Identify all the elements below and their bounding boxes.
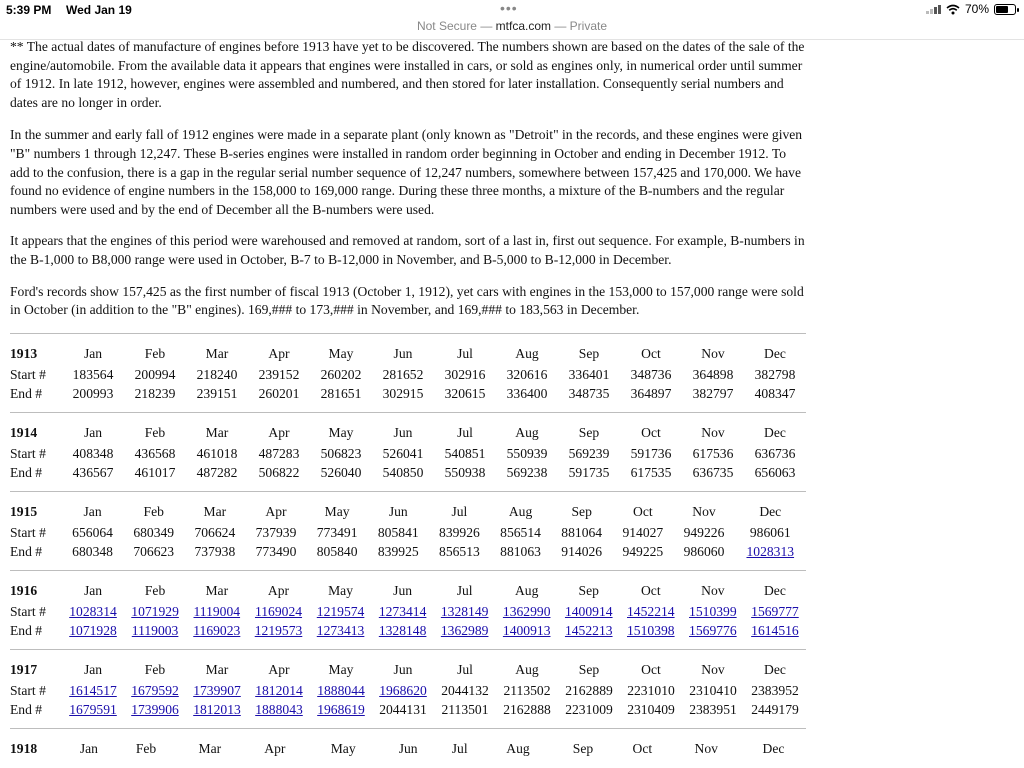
month-header: May [324, 504, 350, 520]
serial-number-link[interactable]: 1400913 [502, 622, 551, 638]
serial-cell [248, 701, 310, 728]
end-row-label: End # [10, 464, 43, 480]
start-serial-row [10, 445, 806, 464]
serial-cell [247, 622, 309, 649]
month-header: Sep [578, 346, 600, 362]
month-header: Aug [515, 425, 539, 441]
serial-number: 2113502 [503, 682, 551, 698]
serial-number: 2383952 [751, 682, 799, 698]
serial-number: 408348 [72, 445, 114, 461]
month-header: Oct [641, 425, 661, 441]
serial-number-link[interactable]: 1219574 [316, 603, 365, 619]
end-serial-row [10, 622, 806, 649]
month-header: Sep [578, 583, 599, 599]
serial-number: 2113501 [441, 701, 489, 717]
year-table [10, 570, 806, 649]
serial-cell [248, 682, 310, 701]
serial-number-link[interactable]: 1510399 [689, 603, 737, 619]
serial-cell [735, 543, 806, 570]
serial-number: 2449179 [751, 701, 799, 717]
serial-cell [558, 603, 620, 622]
serial-number: 550939 [506, 445, 548, 461]
serial-number: 436567 [72, 464, 114, 480]
serial-number: 2310409 [627, 701, 675, 717]
serial-number: 239152 [258, 366, 300, 382]
serial-number: 914026 [561, 543, 603, 559]
serial-number: 461017 [134, 464, 176, 480]
serial-number: 200994 [134, 366, 176, 382]
serial-number: 436568 [134, 445, 176, 461]
month-header: Dec [764, 346, 786, 362]
serial-number: 856513 [439, 543, 480, 559]
paragraph-fiscal-1913: Ford's records show 157,425 as the first number of fiscal 1913 (October 1, 1912), yet cars with engines in the 153,000 to 157,000 range were sold in October (in addition to the "B" engines). 169,### to 173,### in November, and 169,### to 183,563 in December. [10, 283, 804, 318]
serial-number-tables [10, 333, 806, 761]
month-header: Aug [515, 346, 539, 362]
start-serial-row [10, 366, 806, 385]
month-header: Feb [144, 346, 166, 362]
serial-number: 260202 [320, 366, 362, 382]
month-header: Mar [205, 583, 229, 599]
month-header: Jul [457, 346, 473, 362]
serial-number: 2231009 [565, 701, 613, 717]
serial-number: 281651 [320, 385, 362, 401]
serial-number: 461018 [196, 445, 238, 461]
serial-cell [186, 603, 247, 622]
private-mode-label: Private [569, 19, 608, 33]
serial-cell [62, 682, 124, 701]
month-header: Mar [205, 346, 229, 362]
month-header: Sep [572, 741, 594, 757]
serial-number-link[interactable]: 1510398 [627, 622, 675, 638]
month-header: Oct [640, 583, 661, 599]
month-header: May [328, 425, 354, 441]
month-header: Aug [506, 741, 530, 757]
serial-number-link[interactable]: 1812013 [193, 701, 241, 717]
serial-number: 382797 [692, 385, 734, 401]
month-header: Aug [514, 583, 539, 599]
serial-number: 550938 [444, 464, 486, 480]
month-header: Jul [457, 425, 473, 441]
status-date: Wed Jan 19 [66, 3, 132, 17]
serial-cell [62, 701, 124, 728]
month-header: Mar [205, 662, 229, 678]
month-header: Mar [198, 741, 222, 757]
serial-cell [310, 622, 372, 649]
month-header: Jun [388, 504, 408, 520]
year-table [10, 649, 806, 728]
serial-number: 336401 [568, 366, 610, 382]
serial-cell [620, 603, 682, 622]
paragraph-b-series: In the summer and early fall of 1912 engines were made in a separate plant (only known as "Detroit" in the records, and these engines were given "B" numbers 1 through 12,247. These B-series engines were installed in random order beginning in October and ending in December 1912. To add to the confusion, there is a gap in the regular serial number sequence of 12,247 numbers, somewhere between 157,425 and 170,000. We have found no evidence of engine numbers in the 158,000 to 169,000 range. During these three months, a mixture of the B-numbers and the regular numbers were used and by the end of December all the B-numbers were used. [10, 127, 803, 217]
year-header-row [10, 728, 806, 761]
serial-number-link[interactable]: 1071929 [131, 603, 179, 619]
serial-number-link[interactable]: 1739906 [131, 701, 179, 717]
serial-number: 773491 [316, 524, 358, 540]
serial-number-link[interactable]: 1328149 [440, 603, 489, 619]
end-row-label: End # [10, 385, 43, 401]
serial-cell [372, 682, 434, 701]
serial-number-link[interactable]: 1328148 [378, 622, 427, 638]
serial-number-link[interactable]: 1679591 [69, 701, 117, 717]
serial-number: 706624 [194, 524, 236, 540]
serial-number: 737939 [255, 524, 297, 540]
month-header: Feb [144, 425, 166, 441]
serial-number-link[interactable]: 1028314 [69, 603, 117, 619]
month-header: Feb [143, 504, 164, 520]
month-header: Jan [83, 425, 103, 441]
serial-cell [434, 622, 496, 649]
serial-number: 200993 [72, 385, 114, 401]
serial-number-link[interactable]: 1362989 [440, 622, 489, 638]
serial-cell [558, 622, 620, 649]
serial-number: 2162888 [503, 701, 551, 717]
month-header: Apr [267, 583, 290, 599]
year-label: 1913 [10, 346, 38, 362]
month-header: Nov [701, 425, 725, 441]
month-header: Jun [398, 741, 418, 757]
serial-number-link[interactable]: 1400914 [564, 603, 613, 619]
serial-number: 239151 [196, 385, 238, 401]
serial-number: 540850 [382, 464, 424, 480]
month-header: Feb [144, 662, 166, 678]
tab-overview-icon[interactable]: ••• [500, 0, 518, 16]
end-serial-row [10, 464, 806, 491]
serial-number: 636736 [754, 445, 796, 461]
year-label: 1916 [10, 583, 38, 599]
month-header: Jul [451, 741, 468, 757]
serial-cell [682, 603, 744, 622]
serial-number-link[interactable]: 1028313 [746, 543, 795, 559]
serial-number: 617536 [692, 445, 734, 461]
serial-number: 2231010 [627, 682, 675, 698]
url-separator: — [476, 19, 496, 33]
month-header: May [330, 741, 356, 757]
year-header-row [10, 333, 806, 366]
serial-cell [124, 701, 186, 728]
url-domain: mtfca.com [495, 19, 551, 33]
month-header: Jun [393, 662, 413, 678]
month-header: Dec [762, 741, 785, 757]
serial-number: 526040 [320, 464, 362, 480]
month-header: Mar [203, 504, 227, 520]
month-header: Jan [83, 504, 102, 520]
serial-cell [186, 622, 247, 649]
serial-number: 2310410 [689, 682, 737, 698]
start-row-label: Start # [10, 682, 46, 698]
serial-cell [372, 603, 434, 622]
page-content [10, 38, 806, 761]
month-header: Jun [393, 346, 413, 362]
month-header: Dec [759, 504, 782, 520]
month-header: Aug [515, 662, 539, 678]
serial-number: 914027 [622, 524, 664, 540]
month-header: Dec [763, 583, 786, 599]
month-header: Jul [451, 504, 468, 520]
serial-number: 487282 [196, 464, 238, 480]
serial-number: 408347 [754, 385, 796, 401]
serial-number-link[interactable]: 1219573 [254, 622, 303, 638]
serial-number: 540851 [444, 445, 486, 461]
year-table [10, 412, 806, 491]
month-header: Dec [764, 662, 786, 678]
serial-number-link[interactable]: 1169023 [193, 622, 241, 638]
month-header: Apr [268, 425, 290, 441]
end-serial-row [10, 701, 806, 728]
serial-number: 281652 [382, 366, 424, 382]
serial-number: 218240 [196, 366, 238, 382]
serial-cell [434, 603, 496, 622]
month-header: Jun [393, 425, 413, 441]
year-label: 1915 [10, 504, 38, 520]
year-table [10, 333, 806, 412]
serial-number: 364897 [630, 385, 672, 401]
serial-number: 856514 [500, 524, 541, 540]
month-header: Apr [264, 741, 286, 757]
serial-cell [682, 622, 744, 649]
serial-number: 260201 [258, 385, 300, 401]
serial-number: 506823 [320, 445, 362, 461]
signal-icon [926, 4, 941, 14]
month-header: Oct [633, 504, 653, 520]
serial-number: 218239 [134, 385, 176, 401]
year-table [10, 491, 806, 570]
serial-number: 617535 [630, 464, 672, 480]
serial-number-link[interactable]: 1739907 [193, 682, 241, 698]
serial-number: 382798 [754, 366, 796, 382]
serial-number-link[interactable]: 1452213 [564, 622, 613, 638]
month-header: Sep [571, 504, 592, 520]
month-header: Nov [694, 741, 718, 757]
month-header: Feb [144, 583, 166, 599]
status-indicators [926, 2, 1016, 16]
serial-number-link[interactable]: 1119004 [193, 603, 241, 619]
serial-number-link[interactable]: 1679592 [131, 682, 179, 698]
serial-number: 591735 [568, 464, 610, 480]
serial-cell [372, 622, 434, 649]
serial-number: 737938 [194, 543, 236, 559]
year-header-row [10, 649, 806, 682]
month-header: Dec [764, 425, 786, 441]
month-header: Apr [268, 346, 290, 362]
serial-number-link[interactable]: 1071928 [69, 622, 117, 638]
year-label: 1918 [10, 741, 38, 757]
start-serial-row [10, 603, 806, 622]
serial-number: 364898 [692, 366, 734, 382]
month-header: Feb [135, 741, 157, 757]
serial-number-link[interactable]: 1169024 [254, 603, 303, 619]
serial-number: 2044131 [379, 701, 427, 717]
month-header: Mar [205, 425, 229, 441]
serial-number: 773490 [255, 543, 297, 559]
battery-percent: 70% [964, 2, 989, 16]
serial-cell [744, 603, 806, 622]
month-header: Oct [632, 741, 653, 757]
serial-number: 506822 [258, 464, 300, 480]
serial-number: 881064 [561, 524, 603, 540]
serial-number-link[interactable]: 1273414 [378, 603, 427, 619]
serial-number: 805841 [377, 524, 419, 540]
serial-number: 336400 [506, 385, 548, 401]
year-header-row [10, 491, 806, 524]
serial-number-link[interactable]: 1119003 [131, 622, 179, 638]
month-header: Nov [701, 662, 725, 678]
serial-number: 656063 [754, 464, 796, 480]
serial-number: 881063 [500, 543, 541, 559]
serial-cell [310, 603, 372, 622]
serial-number: 569238 [506, 464, 548, 480]
serial-number: 706623 [133, 543, 175, 559]
month-header: Jan [83, 583, 103, 599]
month-header: May [328, 346, 354, 362]
serial-number-link[interactable]: 1273413 [316, 622, 365, 638]
serial-cell [124, 622, 186, 649]
start-serial-row [10, 524, 806, 543]
serial-number: 320616 [506, 366, 548, 382]
serial-number-link[interactable]: 1614516 [751, 622, 799, 638]
serial-number: 986060 [683, 543, 725, 559]
serial-cell [310, 701, 372, 728]
month-header: Nov [701, 583, 725, 599]
serial-number: 569239 [568, 445, 610, 461]
serial-number: 487283 [258, 445, 300, 461]
end-row-label: End # [10, 543, 43, 559]
serial-number: 591736 [630, 445, 672, 461]
month-header: Jan [83, 662, 103, 678]
start-row-label: Start # [10, 603, 46, 619]
serial-cell [247, 603, 309, 622]
end-row-label: End # [10, 701, 43, 717]
start-row-label: Start # [10, 366, 46, 382]
serial-number: 656064 [72, 524, 113, 540]
security-label: Not Secure [416, 19, 477, 33]
serial-number-link[interactable]: 1614517 [69, 682, 117, 698]
wifi-icon [946, 4, 960, 15]
serial-number: 949226 [683, 524, 725, 540]
serial-number-link[interactable]: 1452214 [627, 603, 675, 619]
serial-cell [124, 603, 186, 622]
start-serial-row [10, 682, 806, 701]
serial-number-link[interactable]: 1569777 [751, 603, 799, 619]
serial-cell [124, 682, 186, 701]
serial-number: 636735 [692, 464, 734, 480]
serial-number-link[interactable]: 1362990 [502, 603, 551, 619]
paragraph-dates-note: ** The actual dates of manufacture of engines before 1913 have yet to be discovered. The numbers shown are based on the dates of the sale of the engine/automobile. From the available data it appears that engines were installed in cars, or sold as engines only, in numerical order until summer of 1912. In late 1912, however, engines were assembled and numbered, and then stored for later installation. Consequently serial numbers and dates are no longer in order. [10, 39, 805, 110]
month-header: Sep [578, 425, 600, 441]
month-header: Sep [578, 662, 600, 678]
serial-number: 805840 [316, 543, 358, 559]
serial-number: 320615 [444, 385, 486, 401]
serial-number: 302916 [444, 366, 486, 382]
year-header-row [10, 412, 806, 445]
month-header: Jul [457, 662, 473, 678]
serial-number: 2044132 [441, 682, 489, 698]
serial-cell [310, 682, 372, 701]
serial-cell [186, 701, 248, 728]
serial-number: 680349 [133, 524, 175, 540]
month-header: Aug [508, 504, 533, 520]
month-header: May [328, 662, 354, 678]
end-row-label: End # [10, 622, 43, 638]
serial-number: 183564 [72, 366, 114, 382]
serial-number: 949225 [622, 543, 664, 559]
url-separator: — [551, 19, 570, 33]
serial-number: 526041 [382, 445, 424, 461]
month-header: Oct [641, 662, 661, 678]
serial-number-link[interactable]: 1968620 [379, 682, 427, 698]
serial-number-link[interactable]: 1888044 [317, 682, 365, 698]
serial-number: 302915 [382, 385, 424, 401]
serial-cell [62, 622, 124, 649]
serial-number: 839925 [377, 543, 419, 559]
serial-number-link[interactable]: 1812014 [255, 682, 303, 698]
start-row-label: Start # [10, 445, 46, 461]
serial-cell [62, 603, 124, 622]
battery-icon [994, 4, 1016, 15]
year-label: 1914 [10, 425, 38, 441]
end-serial-row [10, 385, 806, 412]
serial-number: 680348 [72, 543, 113, 559]
year-label: 1917 [10, 662, 38, 678]
month-header: Jul [456, 583, 473, 599]
serial-number-link[interactable]: 1569776 [689, 622, 737, 638]
serial-number-link[interactable]: 1968619 [317, 701, 365, 717]
serial-number: 2383951 [689, 701, 737, 717]
serial-cell [186, 682, 248, 701]
serial-cell [496, 603, 558, 622]
end-serial-row [10, 543, 806, 570]
month-header: Jan [83, 346, 103, 362]
month-header: May [328, 583, 354, 599]
year-table [10, 728, 806, 761]
month-header: Apr [265, 504, 287, 520]
paragraph-warehousing: It appears that the engines of this period were warehoused and removed at random, sort of a last in, first out sequence. For example, B-numbers in the B-1,000 to B8,000 range were used in October, B-7 to B-12,000 in November, and B-5,000 to B-12,000 in December. [10, 233, 805, 267]
serial-number: 2162889 [565, 682, 613, 698]
month-header: Oct [641, 346, 661, 362]
month-header: Apr [268, 662, 290, 678]
month-header: Jun [393, 583, 413, 599]
status-time: 5:39 PM [6, 3, 52, 17]
serial-cell [496, 622, 558, 649]
serial-cell [744, 622, 806, 649]
month-header: Nov [692, 504, 716, 520]
serial-cell [620, 622, 682, 649]
serial-number: 348735 [568, 385, 610, 401]
serial-number: 986061 [749, 524, 791, 540]
month-header: Nov [701, 346, 725, 362]
year-header-row [10, 570, 806, 603]
month-header: Jan [79, 741, 98, 757]
status-bar [0, 0, 1024, 18]
serial-number: 839926 [439, 524, 480, 540]
serial-number-link[interactable]: 1888043 [255, 701, 303, 717]
address-bar[interactable] [0, 19, 1024, 40]
serial-number: 348736 [630, 366, 672, 382]
start-row-label: Start # [10, 524, 46, 540]
